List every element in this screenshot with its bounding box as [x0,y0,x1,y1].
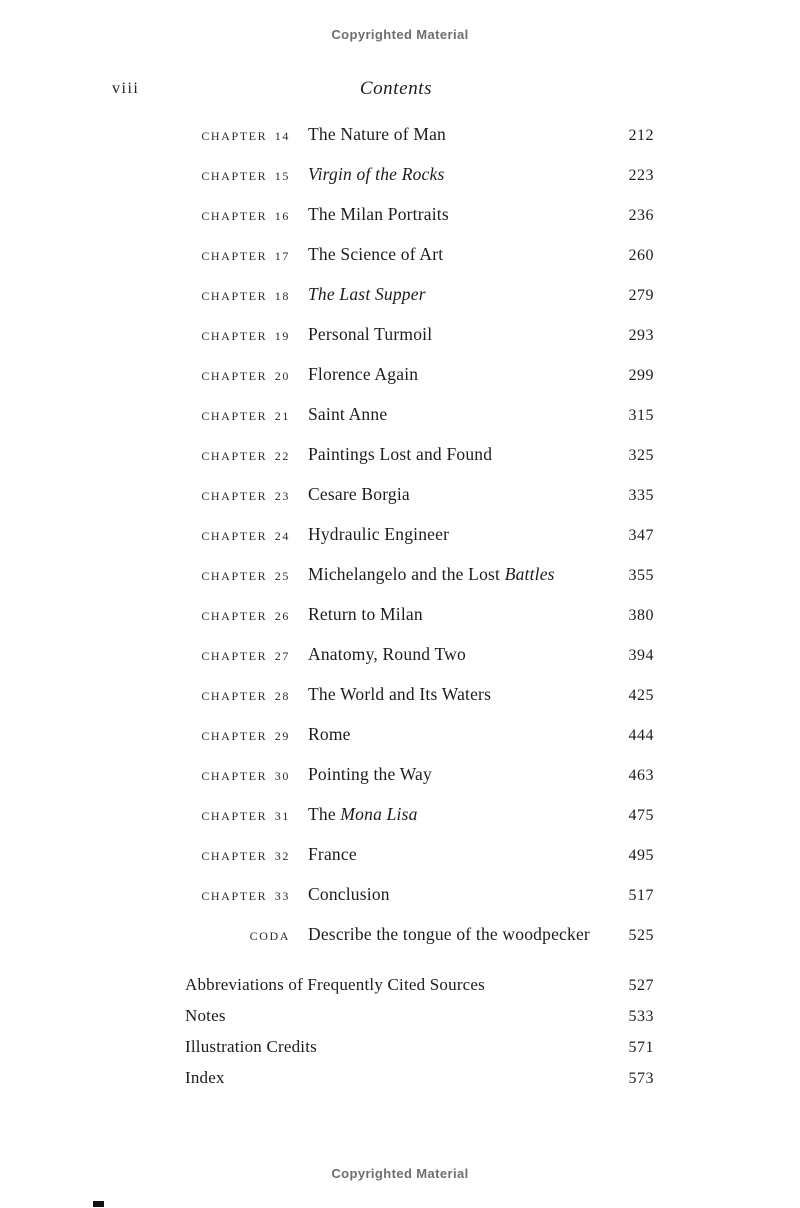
page-number-folio: viii [112,80,140,97]
chapter-label: CHAPTER 27 [201,649,290,663]
chapter-page-number: 425 [628,687,654,704]
copyright-notice-top: Copyrighted Material [331,27,469,42]
chapter-title-segment: France [308,844,357,864]
chapter-title-segment: Pointing the Way [308,764,432,784]
back-matter-row [185,1033,654,1064]
toc-row [185,674,654,714]
toc-row [185,914,654,954]
chapter-title [308,844,602,865]
contents-heading: Contents [359,78,433,99]
chapter-title [308,484,602,505]
chapter-title-italic-segment: Battles [504,564,555,584]
chapter-page-number: 223 [628,167,654,184]
chapter-title-segment: Conclusion [308,884,390,904]
back-matter-page-number: 527 [628,977,654,994]
chapter-label: CHAPTER 14 [201,129,290,143]
back-matter-row [185,1002,654,1033]
toc-row [185,194,654,234]
back-matter-title: Notes [185,1006,226,1025]
chapter-page-number: 212 [628,127,654,144]
chapter-title [308,724,602,745]
chapter-title-segment: Personal Turmoil [308,324,433,344]
chapter-page-number: 236 [628,207,654,224]
toc-row [185,514,654,554]
chapter-title [308,324,602,345]
back-matter-page-number: 533 [628,1008,654,1025]
chapter-label: CHAPTER 29 [201,729,290,743]
toc-row [185,794,654,834]
chapter-page-number: 355 [628,567,654,584]
toc-row [185,434,654,474]
chapter-label: CHAPTER 15 [201,169,290,183]
toc-row [185,234,654,274]
chapter-label: CHAPTER 19 [201,329,290,343]
toc-row [185,834,654,874]
back-matter-page-number: 571 [628,1039,654,1056]
chapter-title [308,604,602,625]
chapter-label: CHAPTER 33 [201,889,290,903]
toc-row [185,394,654,434]
chapter-label: CHAPTER 17 [201,249,290,263]
toc-row [185,314,654,354]
chapter-title-segment: Cesare Borgia [308,484,410,504]
toc-row [185,354,654,394]
page-edge-mark [93,1201,104,1207]
chapter-label: CHAPTER 31 [201,809,290,823]
toc-row [185,874,654,914]
toc-row [185,274,654,314]
back-matter-row [185,1064,654,1095]
chapter-title [308,524,602,545]
chapter-page-number: 325 [628,447,654,464]
chapter-label: CHAPTER 26 [201,609,290,623]
chapter-page-number: 293 [628,327,654,344]
chapter-title-segment: Paintings Lost and Found [308,444,493,464]
chapter-title [308,884,602,905]
toc-row [185,474,654,514]
chapter-label: CHAPTER 21 [201,409,290,423]
chapter-title [308,444,602,465]
toc-row [185,154,654,194]
chapter-title [308,564,602,585]
chapter-page-number: 260 [628,247,654,264]
chapter-title-italic-segment: Mona Lisa [340,804,418,824]
chapter-page-number: 394 [628,647,654,664]
chapter-title [308,124,602,145]
chapter-label: CODA [249,929,290,943]
chapter-title-segment: Hydraulic Engineer [308,524,450,544]
chapter-title [308,644,602,665]
back-matter-title: Illustration Credits [185,1037,317,1056]
chapter-title [308,764,602,785]
chapter-title [308,204,602,225]
chapter-label: CHAPTER 24 [201,529,290,543]
chapter-page-number: 279 [628,287,654,304]
toc-row [185,594,654,634]
chapter-page-number: 475 [628,807,654,824]
chapter-label: CHAPTER 16 [201,209,290,223]
toc-row [185,554,654,594]
chapter-title-segment: Florence Again [308,364,419,384]
back-matter-page-number: 573 [628,1070,654,1087]
chapter-title-segment: Anatomy, Round Two [308,644,466,664]
toc-row [185,714,654,754]
copyright-notice-bottom: Copyrighted Material [331,1166,469,1181]
chapter-title [308,364,602,385]
chapter-page-number: 315 [628,407,654,424]
chapter-title [308,684,602,705]
chapter-page-number: 299 [628,367,654,384]
chapter-label: CHAPTER 32 [201,849,290,863]
toc-back-matter-list [185,971,654,1095]
chapter-title [308,404,602,425]
chapter-label: CHAPTER 22 [201,449,290,463]
chapter-title-segment: Saint Anne [308,404,388,424]
chapter-title-segment: Michelangelo and the Lost [308,564,505,584]
chapter-page-number: 347 [628,527,654,544]
toc-chapter-list [185,114,654,954]
chapter-title [308,284,602,305]
back-matter-title: Index [185,1068,225,1087]
toc-row [185,114,654,154]
chapter-page-number: 517 [628,887,654,904]
chapter-label: CHAPTER 20 [201,369,290,383]
chapter-title [308,244,602,265]
chapter-page-number: 495 [628,847,654,864]
chapter-label: CHAPTER 25 [201,569,290,583]
chapter-page-number: 335 [628,487,654,504]
back-matter-title: Abbreviations of Frequently Cited Sources [185,975,485,994]
chapter-title-segment: The World and Its Waters [308,684,492,704]
chapter-title-italic-segment: Virgin of the Rocks [308,164,445,184]
chapter-title-segment: Return to Milan [308,604,423,624]
chapter-title-italic-segment: The Last Supper [308,284,426,304]
chapter-label: CHAPTER 23 [201,489,290,503]
toc-row [185,754,654,794]
chapter-page-number: 380 [628,607,654,624]
chapter-title-segment: The [308,804,341,824]
chapter-title [308,924,602,945]
chapter-label: CHAPTER 18 [201,289,290,303]
chapter-title-segment: The Nature of Man [308,124,446,144]
chapter-title-segment: The Milan Portraits [308,204,449,224]
chapter-label: CHAPTER 30 [201,769,290,783]
chapter-title-segment: Describe the tongue of the woodpecker [308,924,590,944]
chapter-page-number: 463 [628,767,654,784]
chapter-page-number: 525 [628,927,654,944]
chapter-title-segment: Rome [308,724,351,744]
chapter-label: CHAPTER 28 [201,689,290,703]
chapter-title [308,804,602,825]
toc-row [185,634,654,674]
chapter-title [308,164,602,185]
chapter-page-number: 444 [628,727,654,744]
chapter-title-segment: The Science of Art [308,244,444,264]
back-matter-row [185,971,654,1002]
